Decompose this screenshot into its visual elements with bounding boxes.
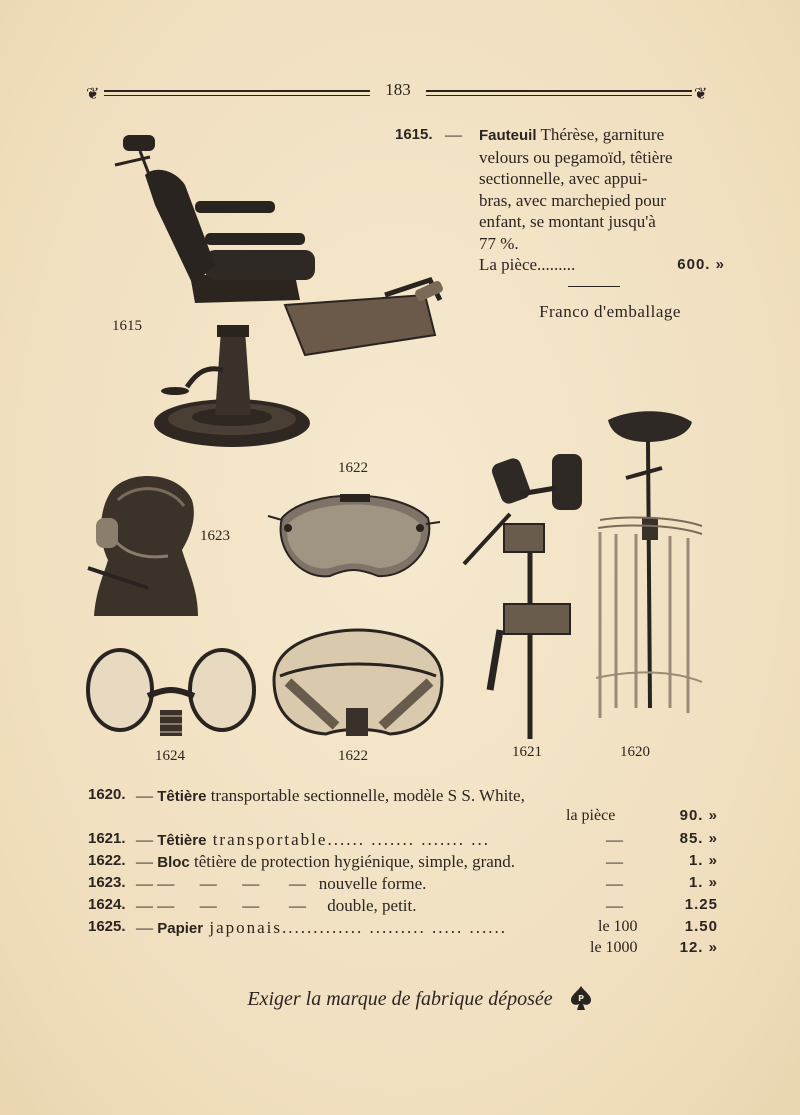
svg-text:P: P [578,994,584,1003]
patient-head-1623-illustration [88,470,200,618]
catalog-row-1624 [88,896,718,918]
product-1615-line-5: enfant, se montant jusqu'à [479,212,656,231]
catalog-ditto-dash: — [606,852,623,871]
figure-label-1623: 1623 [200,528,230,544]
catalog-row-1620-price-line [88,807,718,829]
product-1615-line-4: bras, avec marchepied pour [479,190,666,210]
headrest-block-1622-bottom-illustration [270,630,446,738]
page-number: 183 [385,80,411,99]
franco-note: Franco d'emballage [539,302,681,321]
product-1615-price: 600. » [677,256,725,273]
catalog-price: 90. » [679,807,718,824]
catalog-description: — Têtière transportable...... ....... ....... ... [136,830,490,849]
short-divider [568,286,620,287]
catalog-row-1625-price-line [88,939,718,961]
figure-label-1615: 1615 [112,318,142,334]
product-1615-dash: — [445,125,462,144]
header-rule-left [104,90,370,92]
figure-label-1621: 1621 [512,744,542,760]
header-rule-right-thin [426,95,692,96]
catalog-ditto-dash: — [606,874,623,893]
catalog-description: — — — — — nouvelle forme. [136,874,427,893]
catalog-unit: le 1000 [590,939,638,956]
catalog-unit: la pièce [566,807,616,824]
catalog-row-1621 [88,830,718,852]
catalog-price: 12. » [679,939,718,956]
catalog-ref: 1624. [88,896,126,913]
catalog-ref: 1622. [88,852,126,869]
ornament-left-icon: ❦ [86,84,100,103]
product-1615-line-3: sectionnelle, avec appui- [479,169,648,188]
ornament-right-icon: ❦ [694,84,708,103]
product-1615-block [395,124,725,276]
catalog-ref: 1623. [88,874,126,891]
header-rule-right [426,90,692,92]
product-1615-description [479,124,725,254]
catalog-price: 1. » [688,874,718,891]
figure-label-1622-bottom: 1622 [338,748,368,764]
catalog-ditto-dash: — [606,896,623,915]
product-1615-name: Fauteuil [479,127,537,144]
trademark-note: Exiger la marque de fabrique déposée [247,988,553,1010]
product-1615-ref: 1615. [395,126,433,143]
catalog-ref: 1625. [88,918,126,935]
catalog-row-1620 [88,786,718,808]
catalog-row-1622 [88,852,718,874]
product-1615-price-line [479,254,725,276]
sectional-headrest-1620-illustration [592,408,704,738]
catalog-description: — Bloc têtière de protection hygiénique, simple, grand. [136,852,516,871]
transportable-headrest-1621-illustration [460,454,590,744]
product-1615-line-6: 77 %. [479,233,519,253]
catalog-price: 1.25 [684,896,718,913]
double-headrest-1624-illustration [86,648,256,744]
figure-label-1622-top: 1622 [338,460,368,476]
catalog-price: 85. » [679,830,718,847]
product-1615-line-1: Thérèse, garniture [536,125,665,144]
catalog-description: — — — — — double, petit. [136,896,417,915]
catalog-description: — Papier japonais............. ......... ..... ...... [136,918,508,937]
catalog-ref: 1621. [88,830,126,847]
catalog-price: 1. » [688,852,718,869]
catalog-row-1623 [88,874,718,896]
headrest-block-1622-top-illustration [268,488,440,588]
catalog-description: — Têtière transportable sectionnelle, modèle S S. White, [136,786,525,805]
catalog-row-1625 [88,918,718,940]
figure-label-1620: 1620 [620,744,650,760]
catalog-ref: 1620. [88,786,126,803]
product-1615-unit: La pièce......... [479,255,576,274]
figure-label-1624: 1624 [155,748,185,764]
catalog-unit: le 100 [598,918,638,935]
catalog-ditto-dash: — [606,830,623,849]
product-1615-line-2: velours ou pegamoïd, têtière [479,147,673,167]
header-rule-left-thin [104,95,370,96]
spade-trademark-icon [570,985,592,1011]
catalog-price: 1.50 [684,918,718,935]
